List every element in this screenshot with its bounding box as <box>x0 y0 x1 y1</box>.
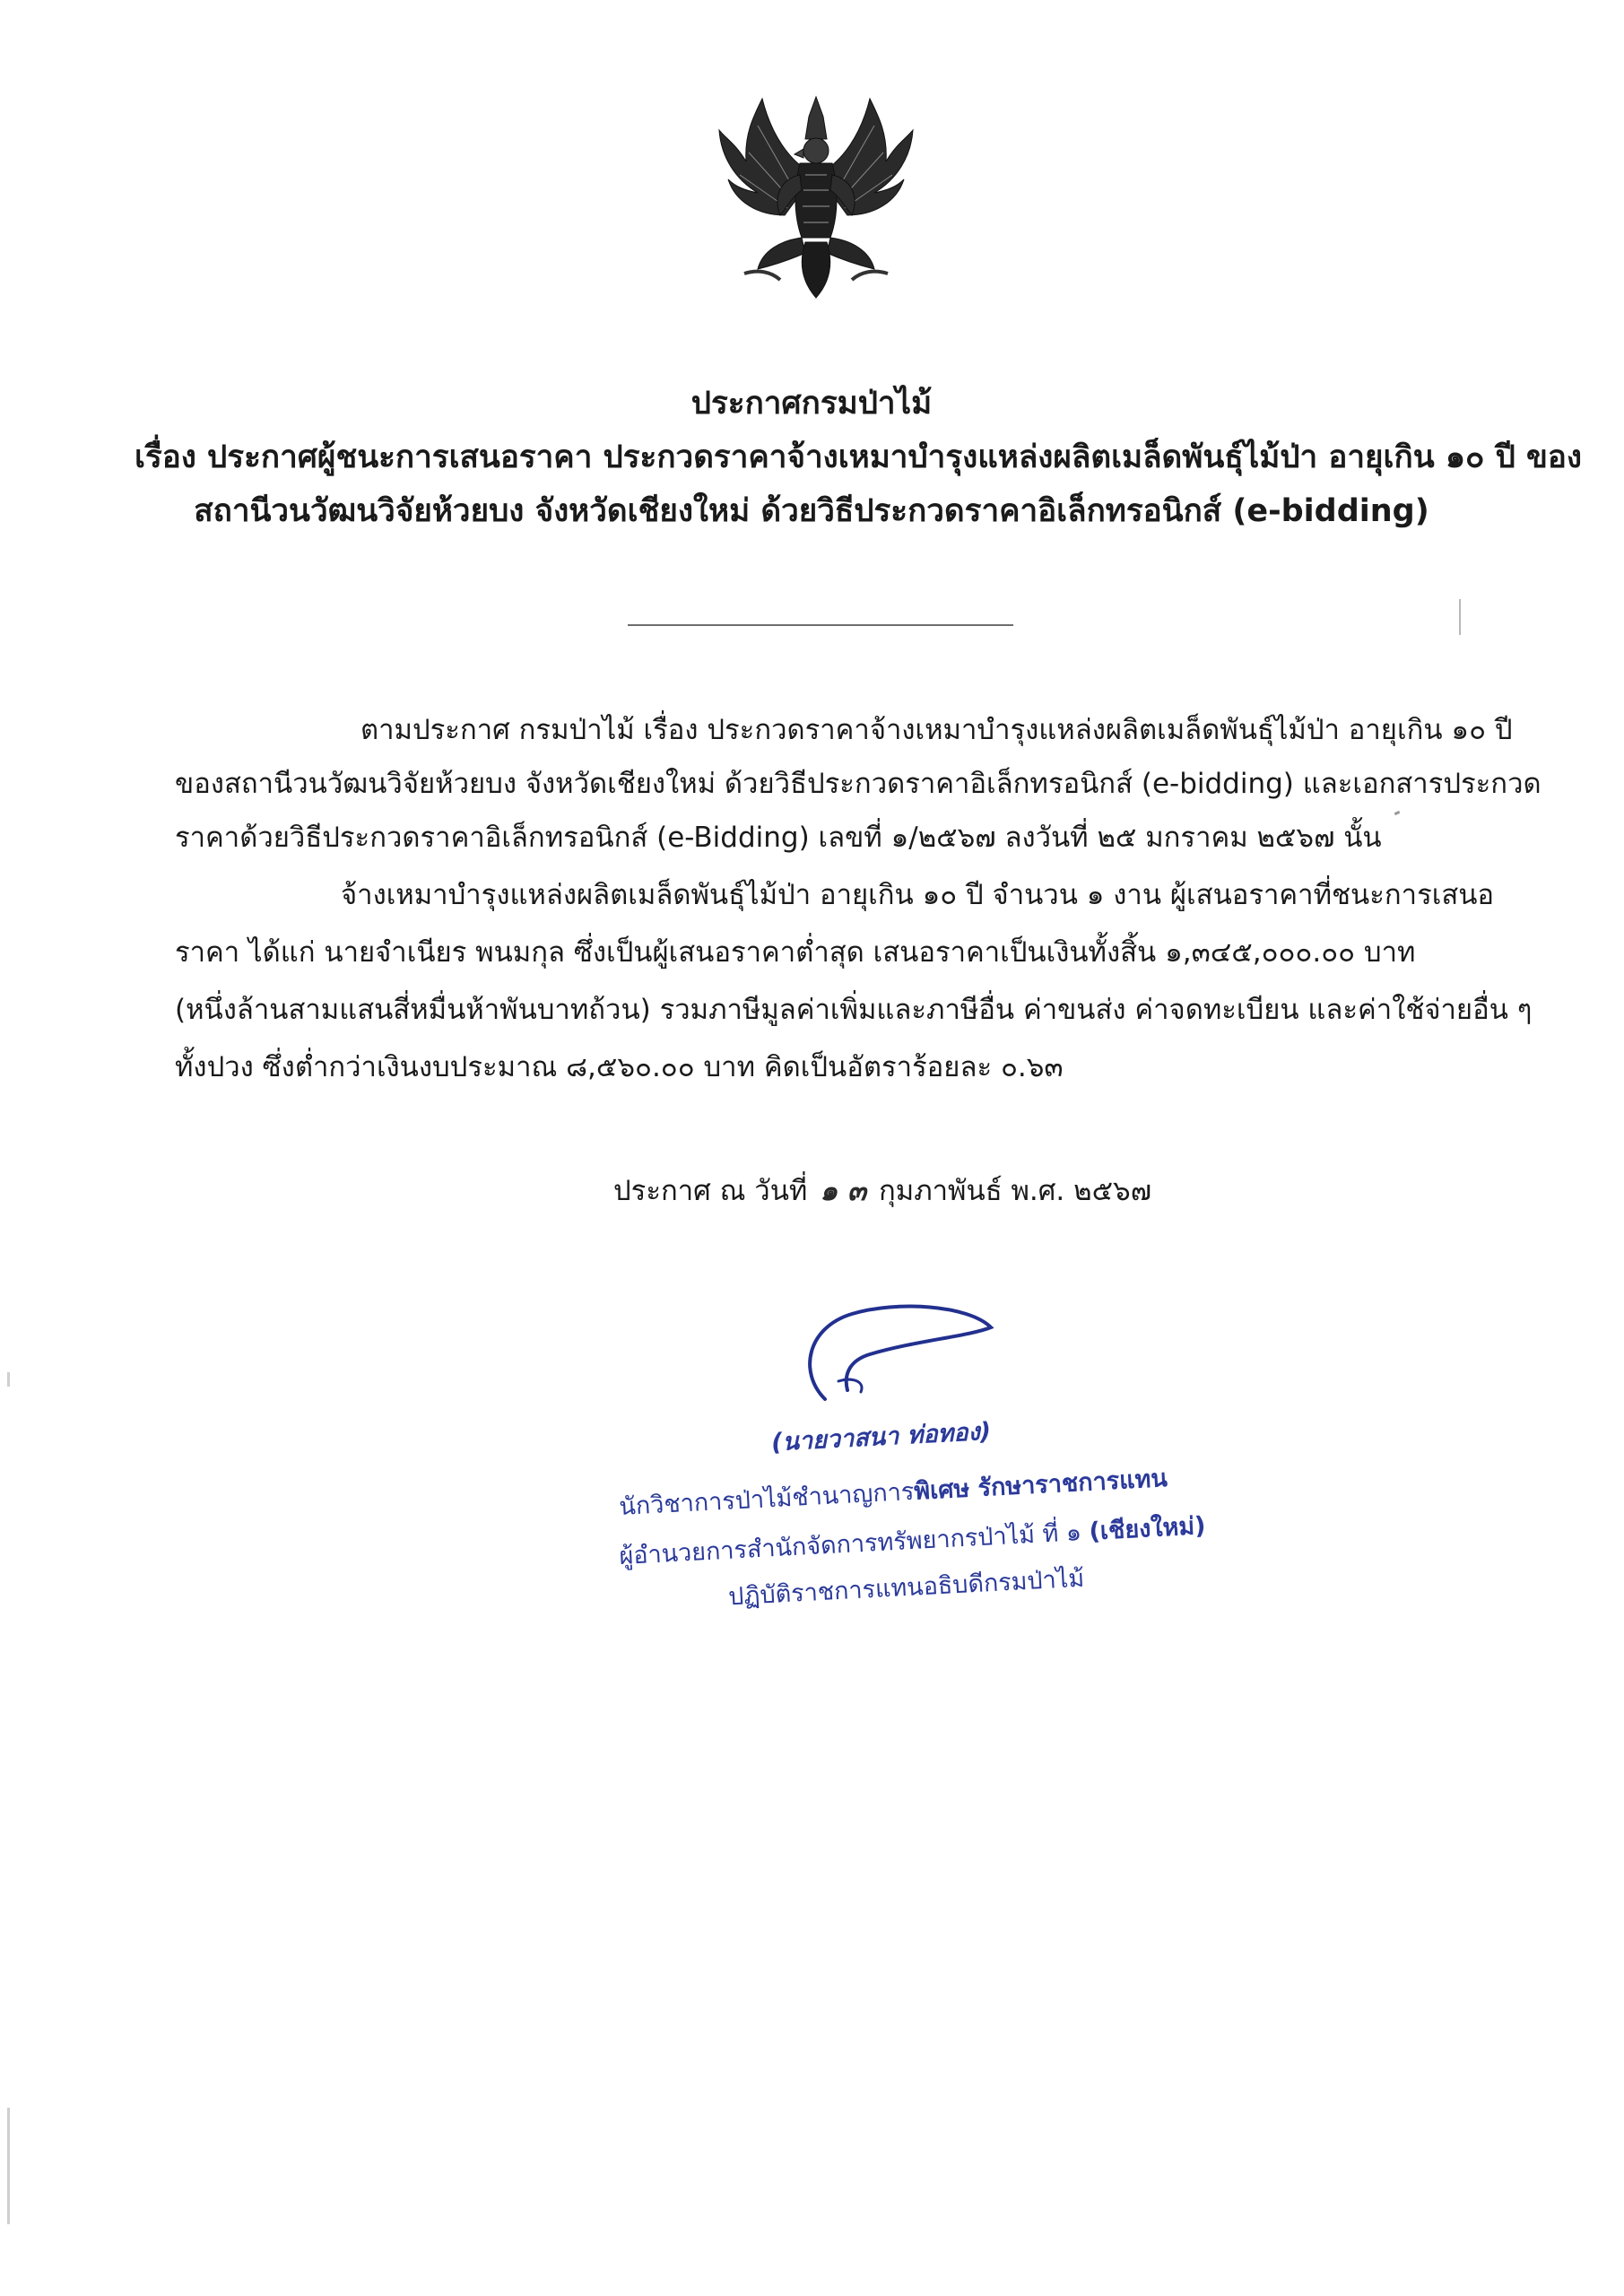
scan-edge-mark <box>7 2108 10 2224</box>
subject-line-1: เรื่อง ประกาศผู้ชนะการเสนอราคา ประกวดราคาจ้างเหมาบำรุงแหล่งผลิตเมล็ดพันธุ์ไม้ป่า อายุเกิน ๑๐ ปี ของ <box>135 439 1583 475</box>
position-1-prefix: นักวิชาการป่าไม้ชำนาญการ <box>618 1477 916 1521</box>
signatory-block <box>601 1408 1229 1623</box>
scan-speck <box>1394 811 1401 815</box>
date-prefix: ประกาศ ณ วันที่ <box>613 1175 808 1207</box>
document-title: ประกาศกรมป่าไม้ <box>690 386 933 422</box>
position-2-prefix: ผู้อำนวยการสำนักจัดการทรัพยากรป่าไม้ ที่ ๑ <box>618 1518 1090 1571</box>
subject-line-2: สถานีวนวัฒนวิจัยห้วยบง จังหวัดเชียงใหม่ ด้วยวิธีประกวดราคาอิเล็กทรอนิกส์ (e-bidding) <box>194 493 1429 529</box>
body-line-1: ตามประกาศ กรมป่าไม้ เรื่อง ประกวดราคาจ้างเหมาบำรุงแหล่งผลิตเมล็ดพันธุ์ไม้ป่า อายุเกิน ๑๐ ปี <box>360 714 1513 746</box>
handwritten-day: ๑ ๓ <box>820 1175 867 1207</box>
header-divider <box>628 624 1013 626</box>
signatory-name: (นายวาสนา ท่อทอง) <box>770 1417 992 1457</box>
signature-mark <box>789 1292 1004 1417</box>
announcement-header <box>135 377 1583 538</box>
announcement-date <box>613 1173 1151 1209</box>
position-2-stamp: (เชียงใหม่) <box>1088 1511 1207 1546</box>
body-line-7: ทั้งปวง ซึ่งต่ำกว่าเงินงบประมาณ ๘,๕๖๐.๐๐ บาท คิดเป็นอัตราร้อยละ ๐.๖๓ <box>175 1051 1064 1083</box>
body-line-4: จ้างเหมาบำรุงแหล่งผลิตเมล็ดพันธุ์ไม้ป่า อายุเกิน ๑๐ ปี จำนวน ๑ งาน ผู้เสนอราคาที่ชนะการเสนอ <box>341 879 1495 911</box>
body-line-3: ราคาด้วยวิธีประกวดราคาอิเล็กทรอนิกส์ (e-Bidding) เลขที่ ๑/๒๕๖๗ ลงวันที่ ๒๕ มกราคม ๒๕๖๗ นั้น <box>175 822 1382 854</box>
position-1-stamp: พิเศษ รักษาราชการแทน <box>913 1465 1168 1506</box>
scan-edge-mark <box>7 1372 10 1387</box>
body-line-6: (หนึ่งล้านสามแสนสี่หมื่นห้าพันบาทถ้วน) รวมภาษีมูลค่าเพิ่มและภาษีอื่น ค่าขนส่ง ค่าจดทะเบียน และค่าใช้จ่ายอื่น ๆ <box>175 994 1533 1026</box>
body-line-2: ของสถานีวนวัฒนวิจัยห้วยบง จังหวัดเชียงใหม่ ด้วยวิธีประกวดราคาอิเล็กทรอนิกส์ (e-bidding) และเอกสารประกวด <box>175 768 1541 800</box>
date-suffix: กุมภาพันธ์ พ.ศ. ๒๕๖๗ <box>879 1175 1152 1207</box>
body-line-5: ราคา ได้แก่ นายจำเนียร พนมกุล ซึ่งเป็นผู้เสนอราคาต่ำสุด เสนอราคาเป็นเงินทั้งสิ้น ๑,๓๔๕,๐๐๐.๐๐ บาท <box>175 936 1416 969</box>
signatory-position-3: ปฏิบัติราชการแทนอธิบดีกรมป่าไม้ <box>727 1564 1085 1612</box>
scan-mark <box>1459 599 1461 635</box>
garuda-emblem-icon <box>708 90 924 305</box>
